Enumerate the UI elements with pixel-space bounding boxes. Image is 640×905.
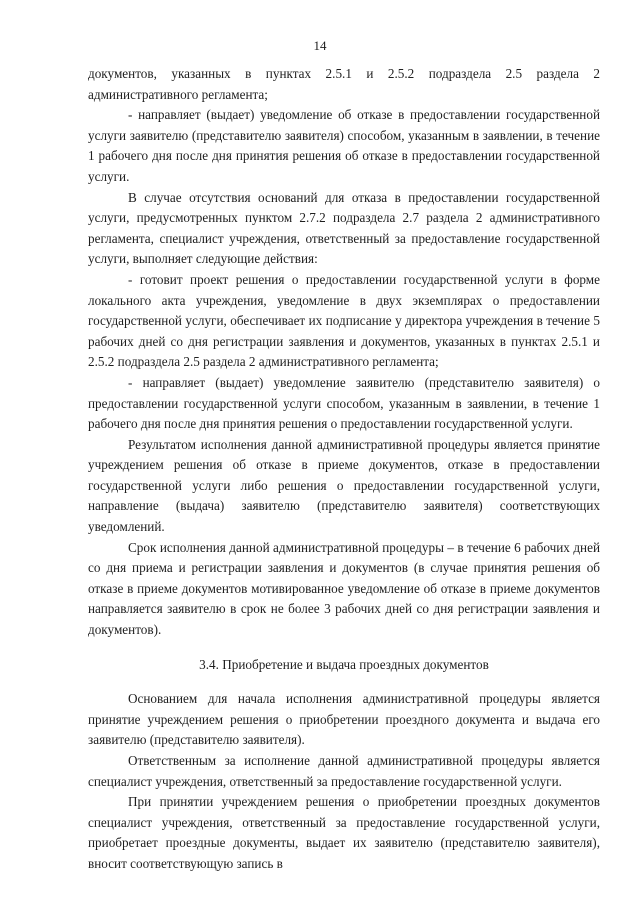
paragraphs-before [88, 64, 600, 641]
paragraph: Срок исполнения данной административной процедуры – в течение 6 рабочих дней со дня приема и регистрации заявления и документов (в случае принятия решения об отказе в приеме документов мотивированное уведомление об отказе в приеме документов направляется заявителю в срок не более 3 рабочих дней со дня регистрации заявления и документов). [88, 539, 600, 638]
section-heading: 3.4. Приобретение и выдача проездных документов [199, 656, 489, 672]
paragraph: документов, указанных в пунктах 2.5.1 и 2.5.2 подраздела 2.5 раздела 2 административного регламента; [88, 66, 600, 102]
paragraph: Основанием для начала исполнения административной процедуры является принятие учреждением решения о приобретении проездного документа и выдача его заявителю (представителю заявителя). [88, 691, 600, 748]
page-number: 14 [313, 38, 327, 53]
paragraph: - готовит проект решения о предоставлении государственной услуги в форме локального акта учреждения, уведомление в двух экземплярах о предоставлении государственной услуги, обеспечивает их подписание у директора учреждения в течение 5 рабочих дней со дня регистрации заявления и документов, указанных в пунктах 2.5.1 и 2.5.2 подраздела 2.5 раздела 2 административного регламента; [88, 271, 600, 370]
paragraph: Результатом исполнения данной административной процедуры является принятие учреждением решения об отказе в приеме документов, отказе в предоставлении государственной услуги либо решения о предоставлении государственной услуги, направление (выдача) заявителю (представителю заявителя) соответствующих уведомлений. [88, 436, 600, 535]
paragraph: В случае отсутствия оснований для отказа в предоставлении государственной услуги, предусмотренных пунктом 2.7.2 подраздела 2.7 раздела 2 административного регламента, специалист учреждения, ответственный за предоставление государственной услуги, выполняет следующие действия: [88, 189, 600, 267]
paragraphs-after [88, 689, 600, 874]
paragraph: При принятии учреждением решения о приобретении проездных документов специалист учреждения, ответственный за предоставление государственной услуги, приобретает проездные документы, выдает их заявителю (представителю заявителя), вносит соответствующую запись в [88, 794, 600, 871]
paragraph: Ответственным за исполнение данной административной процедуры является специалист учреждения, ответственный за предоставление государственной услуги. [88, 753, 600, 789]
document-body [88, 64, 600, 875]
paragraph: - направляет (выдает) уведомление заявителю (представителю заявителя) о предоставлении государственной услуги способом, указанным в заявлении, в течение 1 рабочего дня после дня принятия решения о предоставлении государственной услуги. [88, 374, 600, 432]
paragraph: - направляет (выдает) уведомление об отказе в предоставлении государственной услуги заявителю (представителю заявителя) способом, указанным в заявлении, в течение 1 рабочего дня после дня принятия решения об отказе в предоставлении государственной услуги. [88, 107, 600, 184]
